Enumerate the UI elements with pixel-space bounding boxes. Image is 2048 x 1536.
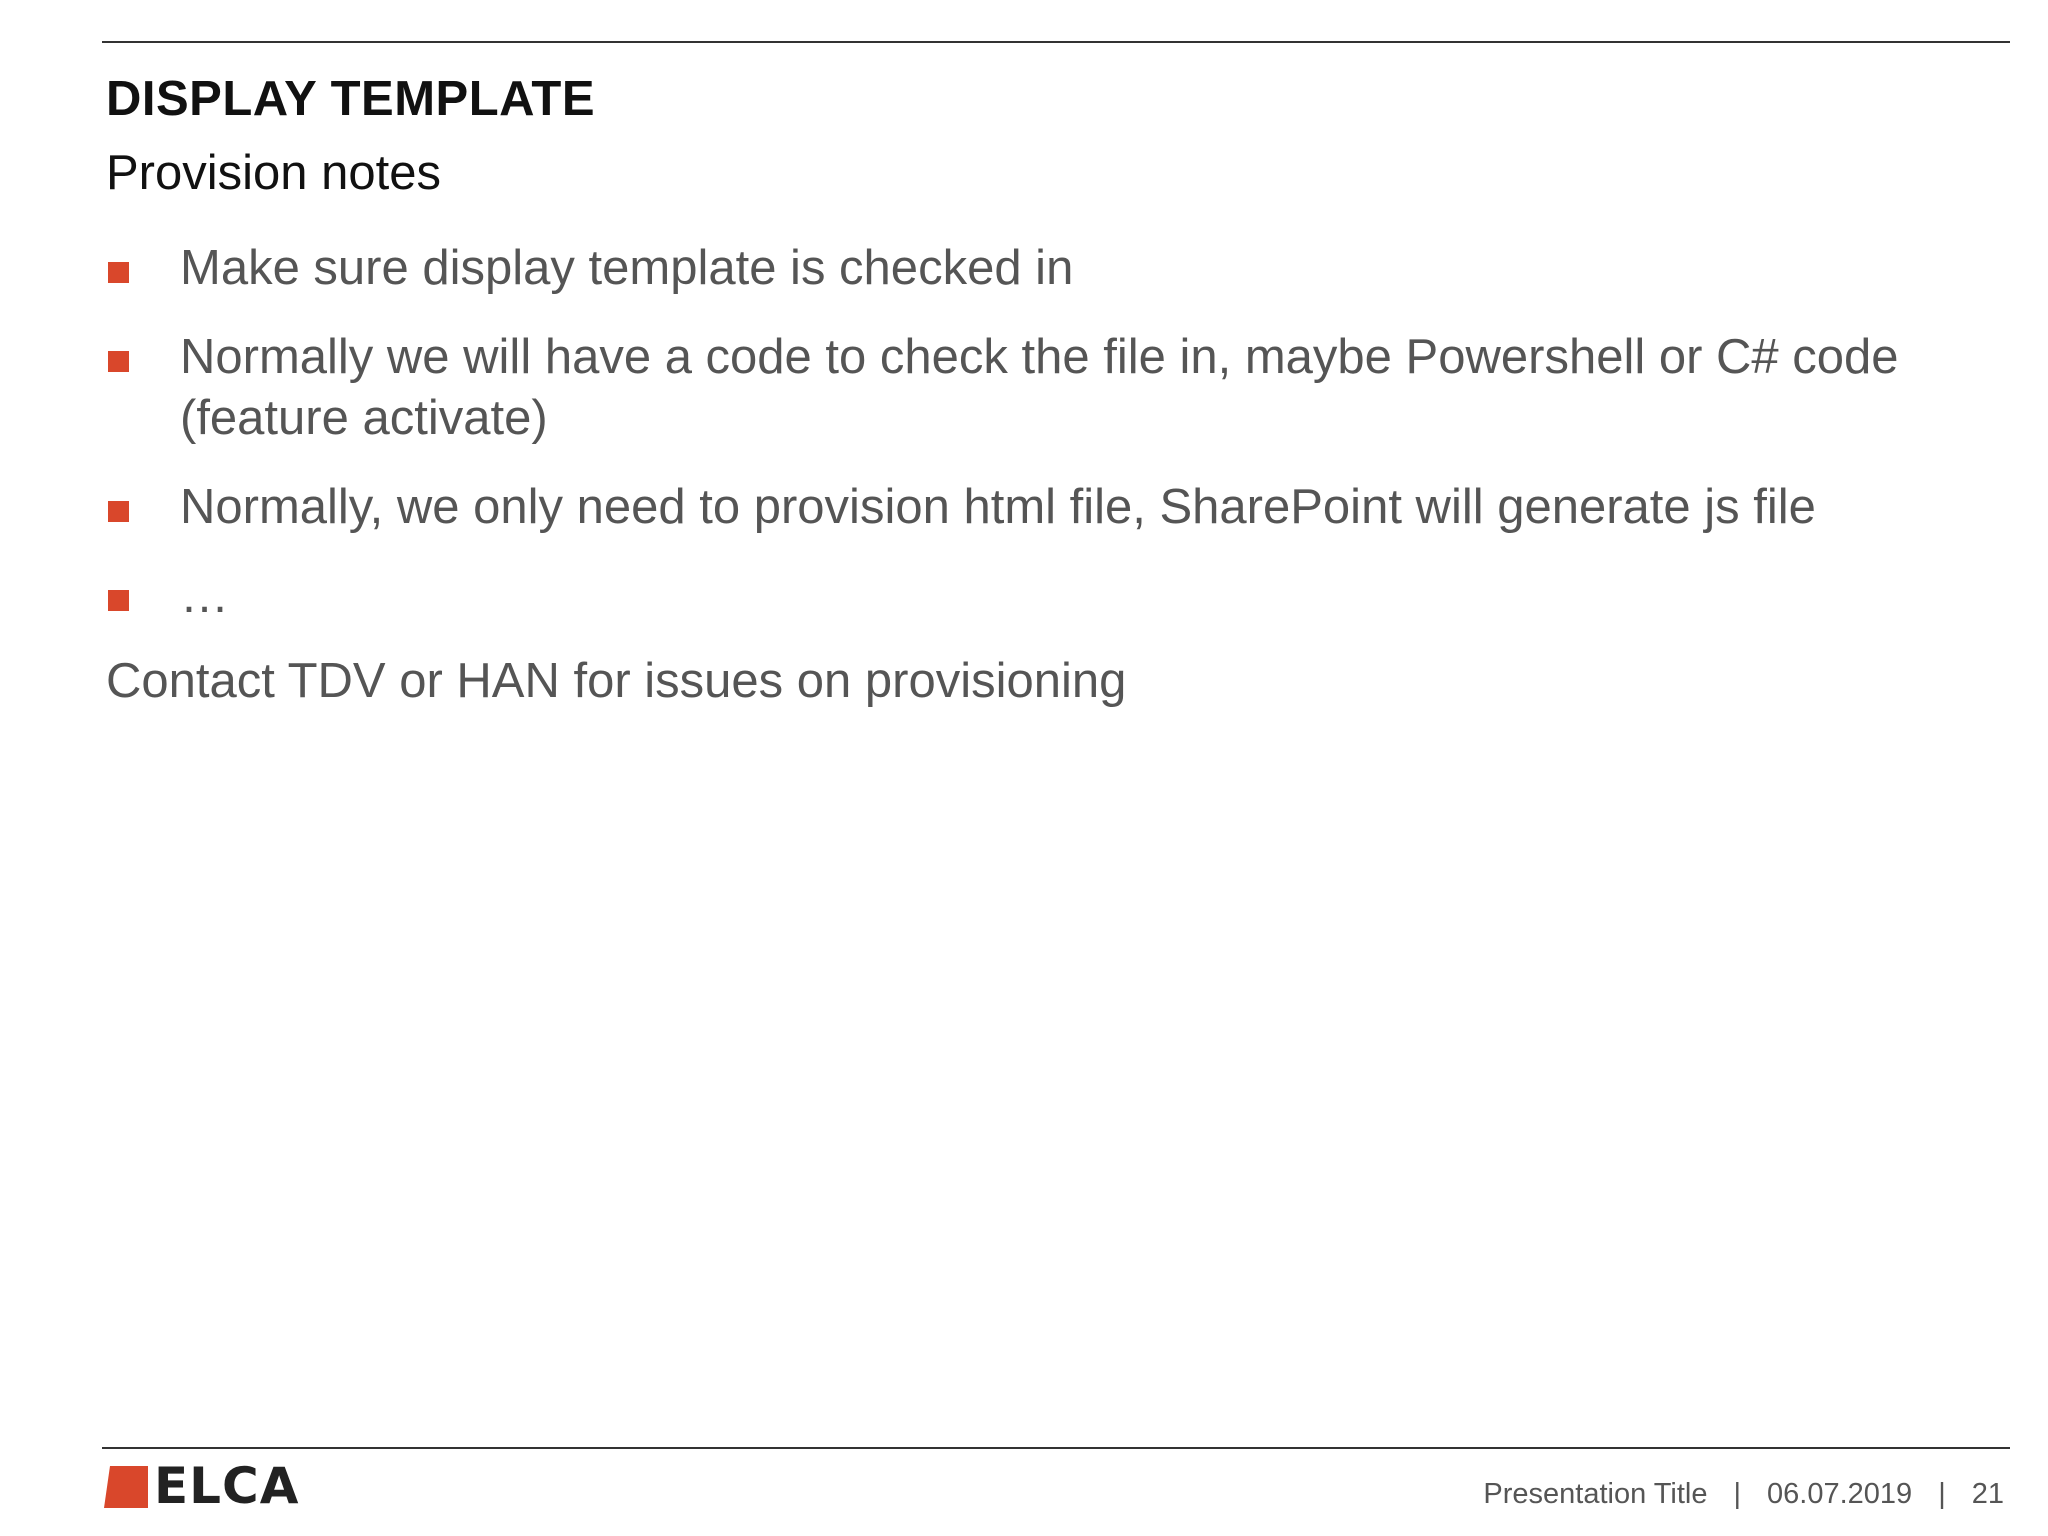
bullet-text: … bbox=[180, 569, 229, 623]
footer-page-number: 21 bbox=[1971, 1478, 2004, 1510]
bullet-item bbox=[106, 327, 1986, 449]
square-bullet-icon bbox=[108, 590, 129, 611]
bullet-item bbox=[106, 566, 1986, 627]
bullet-item bbox=[106, 238, 1986, 299]
footer-separator: | bbox=[1938, 1478, 1946, 1510]
slide-subtitle: Provision notes bbox=[106, 146, 442, 200]
bullet-item bbox=[106, 477, 1986, 538]
bullet-text: Normally we will have a code to check the file in, maybe Powershell or C# code (feature activate) bbox=[180, 330, 1899, 445]
logo-wordmark: ELCA bbox=[154, 1457, 300, 1515]
bullet-text: Make sure display template is checked in bbox=[180, 241, 1074, 295]
slide-footer bbox=[1483, 1478, 2004, 1511]
top-divider bbox=[102, 41, 2010, 43]
bullet-list bbox=[106, 238, 1986, 655]
footer-date: 06.07.2019 bbox=[1767, 1478, 1913, 1510]
footer-separator: | bbox=[1733, 1478, 1742, 1510]
contact-note: Contact TDV or HAN for issues on provisioning bbox=[106, 654, 1127, 708]
square-bullet-icon bbox=[108, 351, 129, 372]
elca-logo bbox=[104, 1457, 300, 1515]
square-bullet-icon bbox=[108, 501, 129, 522]
bottom-divider bbox=[102, 1447, 2010, 1449]
square-bullet-icon bbox=[108, 262, 129, 283]
logo-mark-icon bbox=[104, 1464, 148, 1508]
footer-presentation-title: Presentation Title bbox=[1483, 1478, 1708, 1510]
slide-title: DISPLAY TEMPLATE bbox=[106, 72, 596, 126]
bullet-text: Normally, we only need to provision html file, SharePoint will generate js file bbox=[180, 480, 1816, 534]
